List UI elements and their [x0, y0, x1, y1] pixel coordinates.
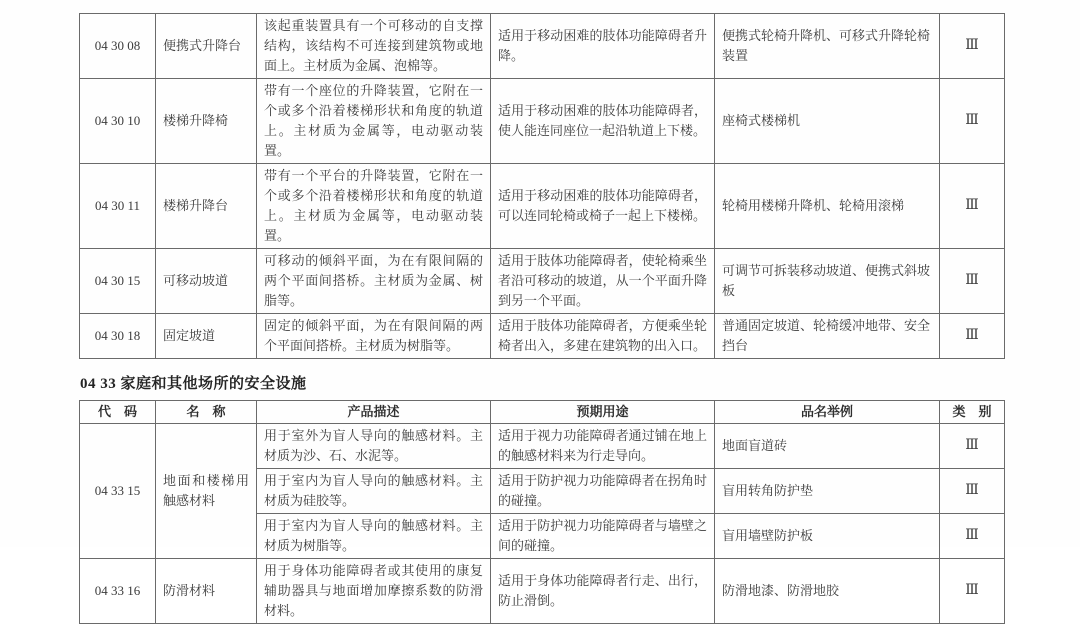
column-header-description: 产品描述 [257, 401, 491, 424]
section-title: 04 33 家庭和其他场所的安全设施 [80, 376, 307, 392]
column-header-name: 名 称 [156, 401, 257, 424]
intended-use-cell: 适用于移动困难的肢体功能障碍者，可以连同轮椅或椅子一起上下楼梯。 [491, 164, 715, 249]
description-cell: 用于身体功能障碍者或其使用的康复辅助器具与地面增加摩擦系数的防滑材料。 [257, 559, 491, 624]
class-cell: Ⅲ [940, 79, 1005, 164]
assistive-devices-table-0430 [79, 13, 1005, 359]
product-examples-cell: 盲用转角防护垫 [715, 469, 940, 514]
table-row [80, 14, 1005, 79]
table-header-row [80, 401, 1005, 424]
name-cell: 楼梯升降椅 [156, 79, 257, 164]
code-cell: 04 30 15 [80, 249, 156, 314]
class-cell: Ⅲ [940, 559, 1005, 624]
product-examples-cell: 便携式轮椅升降机、可移式升降轮椅装置 [715, 14, 940, 79]
description-cell: 固定的倾斜平面，为在有限间隔的两个平面间搭桥。主材质为树脂等。 [257, 314, 491, 359]
product-examples-cell: 地面盲道砖 [715, 424, 940, 469]
class-cell: Ⅲ [940, 249, 1005, 314]
description-cell: 用于室外为盲人导向的触感材料。主材质为沙、石、水泥等。 [257, 424, 491, 469]
description-cell: 带有一个座位的升降装置，它附在一个或多个沿着楼梯形状和角度的轨道上。主材质为金属等，电动驱动装置。 [257, 79, 491, 164]
class-cell: Ⅲ [940, 424, 1005, 469]
intended-use-cell: 适用于防护视力功能障碍者在拐角时的碰撞。 [491, 469, 715, 514]
column-header-class: 类 别 [940, 401, 1005, 424]
document-content [79, 13, 1004, 624]
class-cell: Ⅲ [940, 314, 1005, 359]
class-cell: Ⅲ [940, 514, 1005, 559]
product-examples-cell: 防滑地漆、防滑地胶 [715, 559, 940, 624]
name-cell: 楼梯升降台 [156, 164, 257, 249]
table-row [80, 249, 1005, 314]
name-cell: 可移动坡道 [156, 249, 257, 314]
code-cell: 04 30 11 [80, 164, 156, 249]
intended-use-cell: 适用于身体功能障碍者行走、出行，防止滑倒。 [491, 559, 715, 624]
intended-use-cell: 适用于肢体功能障碍者，方便乘坐轮椅者出入，多建在建筑物的出入口。 [491, 314, 715, 359]
table-row [80, 314, 1005, 359]
intended-use-cell: 适用于移动困难的肢体功能障碍者升降。 [491, 14, 715, 79]
column-header-intended-use: 预期用途 [491, 401, 715, 424]
code-cell: 04 30 10 [80, 79, 156, 164]
name-cell: 便携式升降台 [156, 14, 257, 79]
code-cell: 04 30 18 [80, 314, 156, 359]
product-examples-cell: 普通固定坡道、轮椅缓冲地带、安全挡台 [715, 314, 940, 359]
intended-use-cell: 适用于视力功能障碍者通过铺在地上的触感材料来为行走导向。 [491, 424, 715, 469]
description-cell: 该起重装置具有一个可移动的自支撑结构，该结构不可连接到建筑物或地面上。主材质为金属、泡棉等。 [257, 14, 491, 79]
description-cell: 可移动的倾斜平面，为在有限间隔的两个平面间搭桥。主材质为金属、树脂等。 [257, 249, 491, 314]
table-row [80, 424, 1005, 469]
name-cell: 防滑材料 [156, 559, 257, 624]
class-cell: Ⅲ [940, 164, 1005, 249]
class-cell: Ⅲ [940, 14, 1005, 79]
code-cell: 04 30 08 [80, 14, 156, 79]
intended-use-cell: 适用于防护视力功能障碍者与墙壁之间的碰撞。 [491, 514, 715, 559]
intended-use-cell: 适用于肢体功能障碍者，使轮椅乘坐者沿可移动的坡道，从一个平面升降到另一个平面。 [491, 249, 715, 314]
table-row [80, 164, 1005, 249]
product-examples-cell: 座椅式楼梯机 [715, 79, 940, 164]
class-cell: Ⅲ [940, 469, 1005, 514]
safety-facilities-table-0433 [79, 400, 1005, 624]
intended-use-cell: 适用于移动困难的肢体功能障碍者，使人能连同座位一起沿轨道上下楼。 [491, 79, 715, 164]
product-examples-cell: 轮椅用楼梯升降机、轮椅用滚梯 [715, 164, 940, 249]
code-cell: 04 33 16 [80, 559, 156, 624]
description-cell: 用于室内为盲人导向的触感材料。主材质为树脂等。 [257, 514, 491, 559]
product-examples-cell: 盲用墙壁防护板 [715, 514, 940, 559]
description-cell: 用于室内为盲人导向的触感材料。主材质为硅胶等。 [257, 469, 491, 514]
code-cell: 04 33 15 [80, 424, 156, 559]
column-header-product-examples: 品名举例 [715, 401, 940, 424]
table-row [80, 79, 1005, 164]
description-cell: 带有一个平台的升降装置，它附在一个或多个沿着楼梯形状和角度的轨道上。主材质为金属等，电动驱动装置。 [257, 164, 491, 249]
column-header-code: 代 码 [80, 401, 156, 424]
name-cell: 地面和楼梯用触感材料 [156, 424, 257, 559]
table-row [80, 559, 1005, 624]
name-cell: 固定坡道 [156, 314, 257, 359]
product-examples-cell: 可调节可拆装移动坡道、便携式斜坡板 [715, 249, 940, 314]
